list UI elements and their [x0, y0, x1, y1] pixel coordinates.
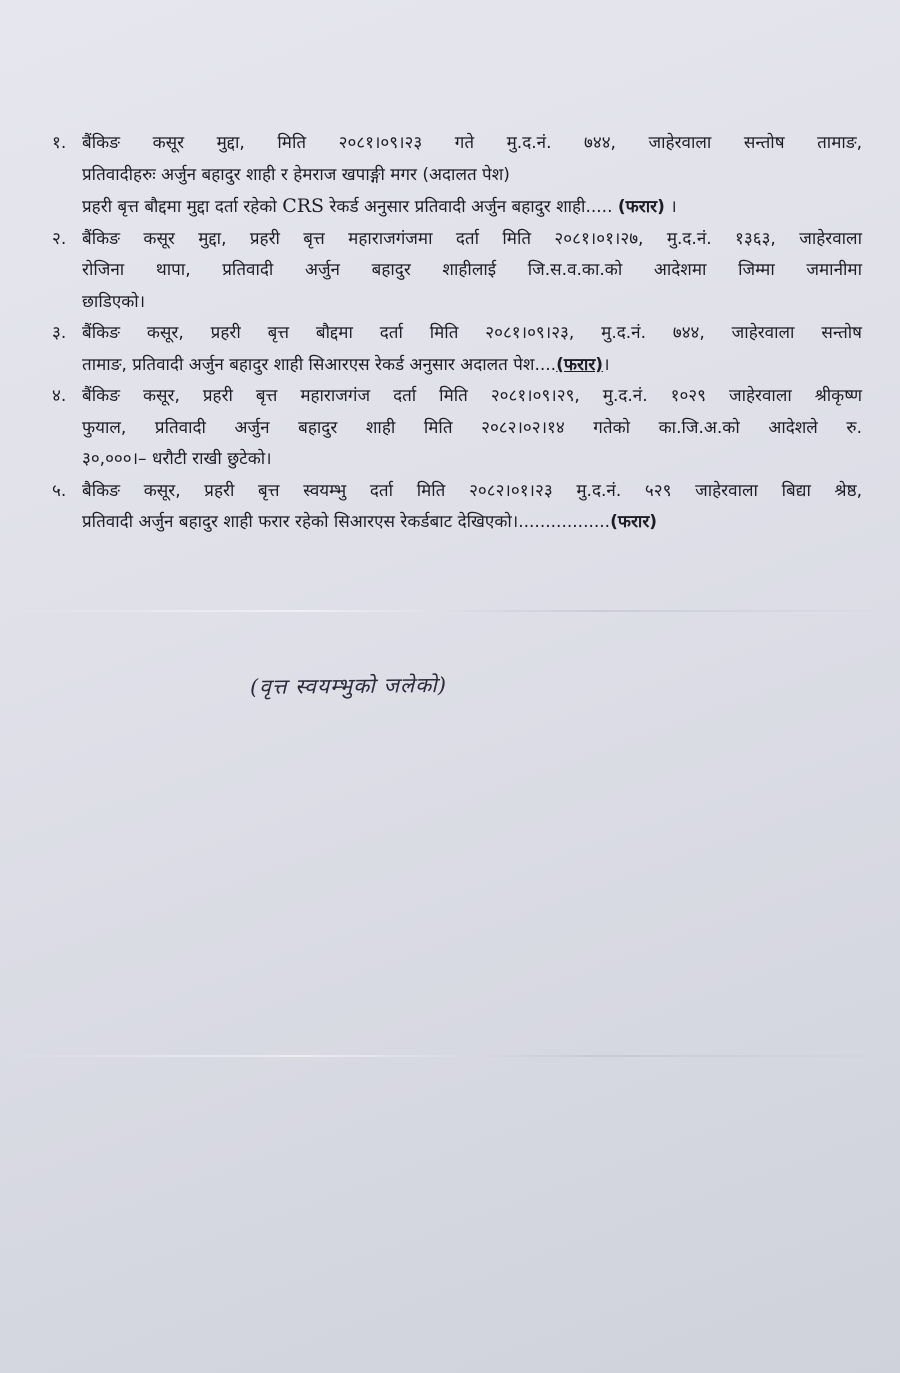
item-line [82, 507, 862, 539]
list-item-5 [52, 476, 862, 539]
item-line: ३०,०००।– धरौटी राखी छुटेको। [82, 449, 272, 469]
item-line: रोजिना थापा, प्रतिवादी अर्जुन बहादुर शाहीलाई जि.स.व.का.को आदेशमा जिम्मा जमानीमा [82, 260, 862, 280]
document-body [52, 128, 862, 539]
crs-text: CRS [282, 195, 325, 217]
item-text: प्रहरी बृत्त बौद्दमा मुद्दा दर्ता रहेको [82, 197, 283, 217]
paper-fold-line [0, 610, 900, 612]
item-number: १. [52, 133, 67, 153]
status-absconding: (फरार) [610, 512, 658, 532]
item-line: प्रतिवादीहरुः अर्जुन बहादुर शाही र हेमराज खपाङ्गी मगर (अदालत पेश) [82, 164, 510, 185]
item-text: । [664, 197, 677, 217]
item-line: बैकिङ कसूर, प्रहरी बृत्त स्वयम्भु दर्ता मिति २०८२।०१।२३ मु.द.नं. ५२९ जाहेरवाला बिद्या श्रेष्ठ, [82, 480, 862, 501]
item-text: रेकर्ड अनुसार प्रतिवादी अर्जुन बहादुर शाही..... [324, 197, 618, 217]
item-line: छाडिएको। [82, 291, 146, 312]
status-absconding: (फरार) [556, 354, 604, 375]
item-line: बैंकिङ कसूर, प्रहरी बृत्त बौद्दमा दर्ता मिति २०८१।०९।२३, मु.द.नं. ७४४, जाहेरवाला सन्तोष [82, 323, 862, 343]
item-line: बैंकिङ कसूर, प्रहरी बृत्त महाराजगंज दर्ता मिति २०८१।०९।२९, मु.द.नं. १०२९ जाहेरवाला श्रीकृष्ण [82, 386, 862, 406]
item-text: प्रतिवादी अर्जुन बहादुर शाही फरार रहेको सिआरएस रेकर्डबाट देखिएको।................. [82, 512, 611, 532]
status-absconding: (फरार) [617, 197, 665, 217]
item-line [82, 191, 862, 224]
item-number: ५. [52, 480, 67, 501]
list-item-4 [52, 381, 862, 476]
item-line: फुयाल, प्रतिवादी अर्जुन बहादुर शाही मिति २०८२।०२।१४ गतेको का.जि.अ.को आदेशले रु. [82, 417, 862, 438]
list-item-1 [52, 128, 862, 224]
paper-fold-line [0, 1055, 900, 1057]
list-item-2 [52, 224, 862, 319]
handwritten-note: (वृत्त स्वयम्भुको जलेको) [249, 672, 448, 700]
list-item-3 [52, 318, 862, 381]
item-line: बैंकिङ कसूर मुद्दा, प्रहरी बृत्त महाराजगंजमा दर्ता मिति २०८१।०१।२७, मु.द.नं. १३६३, जाहेरवाला [82, 228, 862, 249]
item-number: २. [52, 228, 67, 249]
item-text: । [603, 354, 610, 375]
item-line [82, 350, 862, 382]
item-text: तामाङ, प्रतिवादी अर्जुन बहादुर शाही सिआरएस रेकर्ड अनुसार अदालत पेश.... [82, 354, 557, 375]
item-line: बैंकिङ कसूर मुद्दा, मिति २०८१।०९।२३ गते मु.द.नं. ७४४, जाहेरवाला सन्तोष तामाङ, [82, 133, 862, 153]
item-number: ४. [52, 386, 67, 406]
item-number: ३. [52, 323, 67, 343]
